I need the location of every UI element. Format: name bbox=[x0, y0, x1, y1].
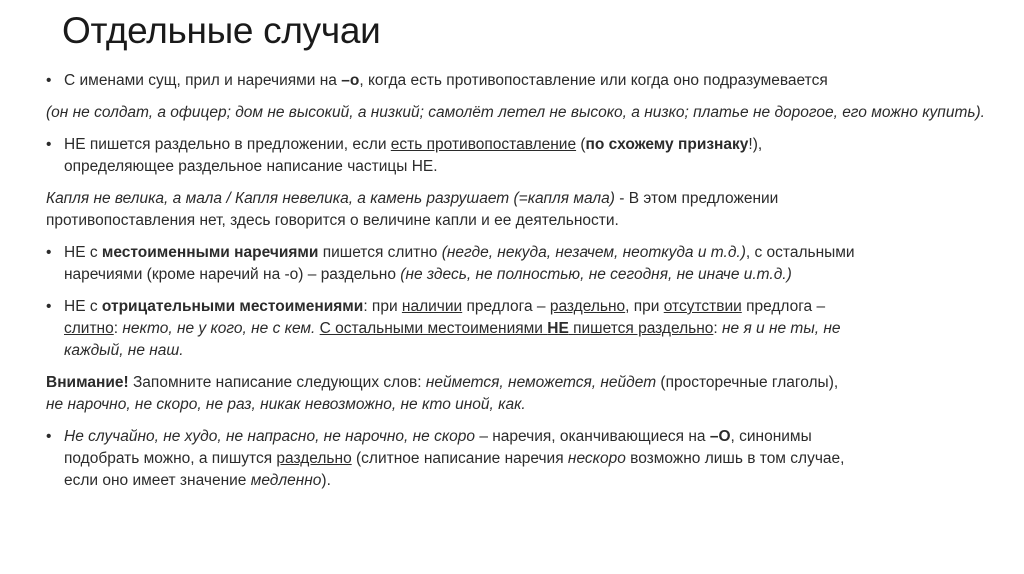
text-span: : при bbox=[363, 298, 402, 315]
italic-span: Не случайно, не худо, не напрасно, не нарочно, не скоро bbox=[64, 428, 476, 445]
bold-span: Внимание! bbox=[46, 374, 129, 391]
example-paragraph-1 bbox=[46, 102, 996, 124]
bullet-item-4 bbox=[46, 296, 996, 362]
slide-content bbox=[46, 70, 996, 502]
underlined-span: отсутствии bbox=[663, 298, 742, 315]
bold-span: местоименными наречиями bbox=[101, 244, 319, 261]
bullet-item-3 bbox=[46, 242, 996, 286]
text-span: пишется раздельно bbox=[568, 320, 714, 337]
bullet-item-1 bbox=[46, 70, 996, 92]
italic-span: медленно bbox=[250, 472, 322, 489]
text-span: , с остальными bbox=[745, 244, 855, 261]
bold-span: –о bbox=[341, 72, 360, 89]
bold-span: НЕ bbox=[547, 320, 569, 337]
text-span: НЕ с bbox=[64, 244, 102, 261]
text-span: НЕ пишется раздельно в предложении, если bbox=[64, 136, 391, 153]
text-span: : bbox=[713, 320, 722, 337]
italic-span: (он не солдат, а офицер; дом не высокий, а низкий; самолёт летел не высоко, а низко; платье не дорогое, его можно купить). bbox=[46, 104, 985, 121]
bullet-item-5 bbox=[46, 426, 996, 492]
bullet-dot: • bbox=[46, 72, 52, 89]
underlined-span bbox=[320, 320, 714, 337]
italic-span: неймется, неможется, нейдет bbox=[425, 374, 657, 391]
text-span: (слитное написание наречия bbox=[351, 450, 568, 467]
italic-span: Капля не велика, а мала / Капля невелика, а камень разрушает (=капля мала) bbox=[46, 190, 615, 207]
example-paragraph-2 bbox=[46, 188, 996, 232]
text-span: подобрать можно, а пишутся bbox=[64, 450, 277, 467]
bold-span: –О bbox=[709, 428, 731, 445]
bullet-dot: • bbox=[46, 244, 52, 261]
text-span: если оно имеет значение bbox=[64, 472, 251, 489]
slide-title: Отдельные случаи bbox=[62, 10, 381, 51]
bold-span: по схожему признаку bbox=[585, 136, 749, 153]
text-span: С именами сущ, прил и наречиями на bbox=[64, 72, 342, 89]
underlined-span: раздельно bbox=[276, 450, 352, 467]
text-span: предлога – bbox=[462, 298, 550, 315]
text-span: ). bbox=[321, 472, 331, 489]
text-span: пишется слитно bbox=[318, 244, 442, 261]
bold-span: отрицательными местоимениями bbox=[101, 298, 364, 315]
italic-span: (негде, некуда, незачем, неоткуда и т.д.) bbox=[441, 244, 746, 261]
text-span: , синонимы bbox=[730, 428, 812, 445]
attention-paragraph bbox=[46, 372, 996, 416]
text-span: - В этом предложении bbox=[614, 190, 779, 207]
text-span: , при bbox=[625, 298, 664, 315]
text-span: возможно лишь в том случае, bbox=[625, 450, 845, 467]
text-span: – наречия, оканчивающиеся на bbox=[475, 428, 710, 445]
italic-span: (не здесь, не полностью, не сегодня, не иначе и.т.д.) bbox=[400, 266, 792, 283]
italic-span: некто, не у кого, не с кем. bbox=[122, 320, 316, 337]
bullet-item-2 bbox=[46, 134, 996, 178]
text-span: определяющее раздельное написание частицы НЕ. bbox=[64, 158, 438, 175]
underlined-span: есть противопоставление bbox=[390, 136, 577, 153]
italic-span: нескоро bbox=[567, 450, 626, 467]
text-span: !), bbox=[748, 136, 763, 153]
italic-span: не я и не ты, не bbox=[722, 320, 841, 337]
text-span: С остальными местоимениями bbox=[319, 320, 548, 337]
text-span: , когда есть противопоставление или когда оно подразумевается bbox=[359, 72, 828, 89]
text-span: (просторечные глаголы), bbox=[656, 374, 839, 391]
bullet-dot: • bbox=[46, 428, 52, 445]
text-span: предлога – bbox=[741, 298, 826, 315]
text-span: наречиями (кроме наречий на -о) – раздельно bbox=[64, 266, 401, 283]
text-span: противопоставления нет, здесь говорится о величине капли и ее деятельности. bbox=[46, 212, 619, 229]
underlined-span: наличии bbox=[401, 298, 463, 315]
bullet-dot: • bbox=[46, 298, 52, 315]
text-span: НЕ с bbox=[64, 298, 102, 315]
text-span: Запомните написание следующих слов: bbox=[128, 374, 426, 391]
text-span: : bbox=[113, 320, 123, 337]
underlined-span: слитно bbox=[64, 320, 114, 337]
text-span: ( bbox=[576, 136, 586, 153]
underlined-span: раздельно bbox=[549, 298, 626, 315]
italic-span: не нарочно, не скоро, не раз, никак невозможно, не кто иной, как. bbox=[46, 396, 526, 413]
bullet-dot: • bbox=[46, 136, 52, 153]
italic-span: каждый, не наш. bbox=[64, 342, 184, 359]
